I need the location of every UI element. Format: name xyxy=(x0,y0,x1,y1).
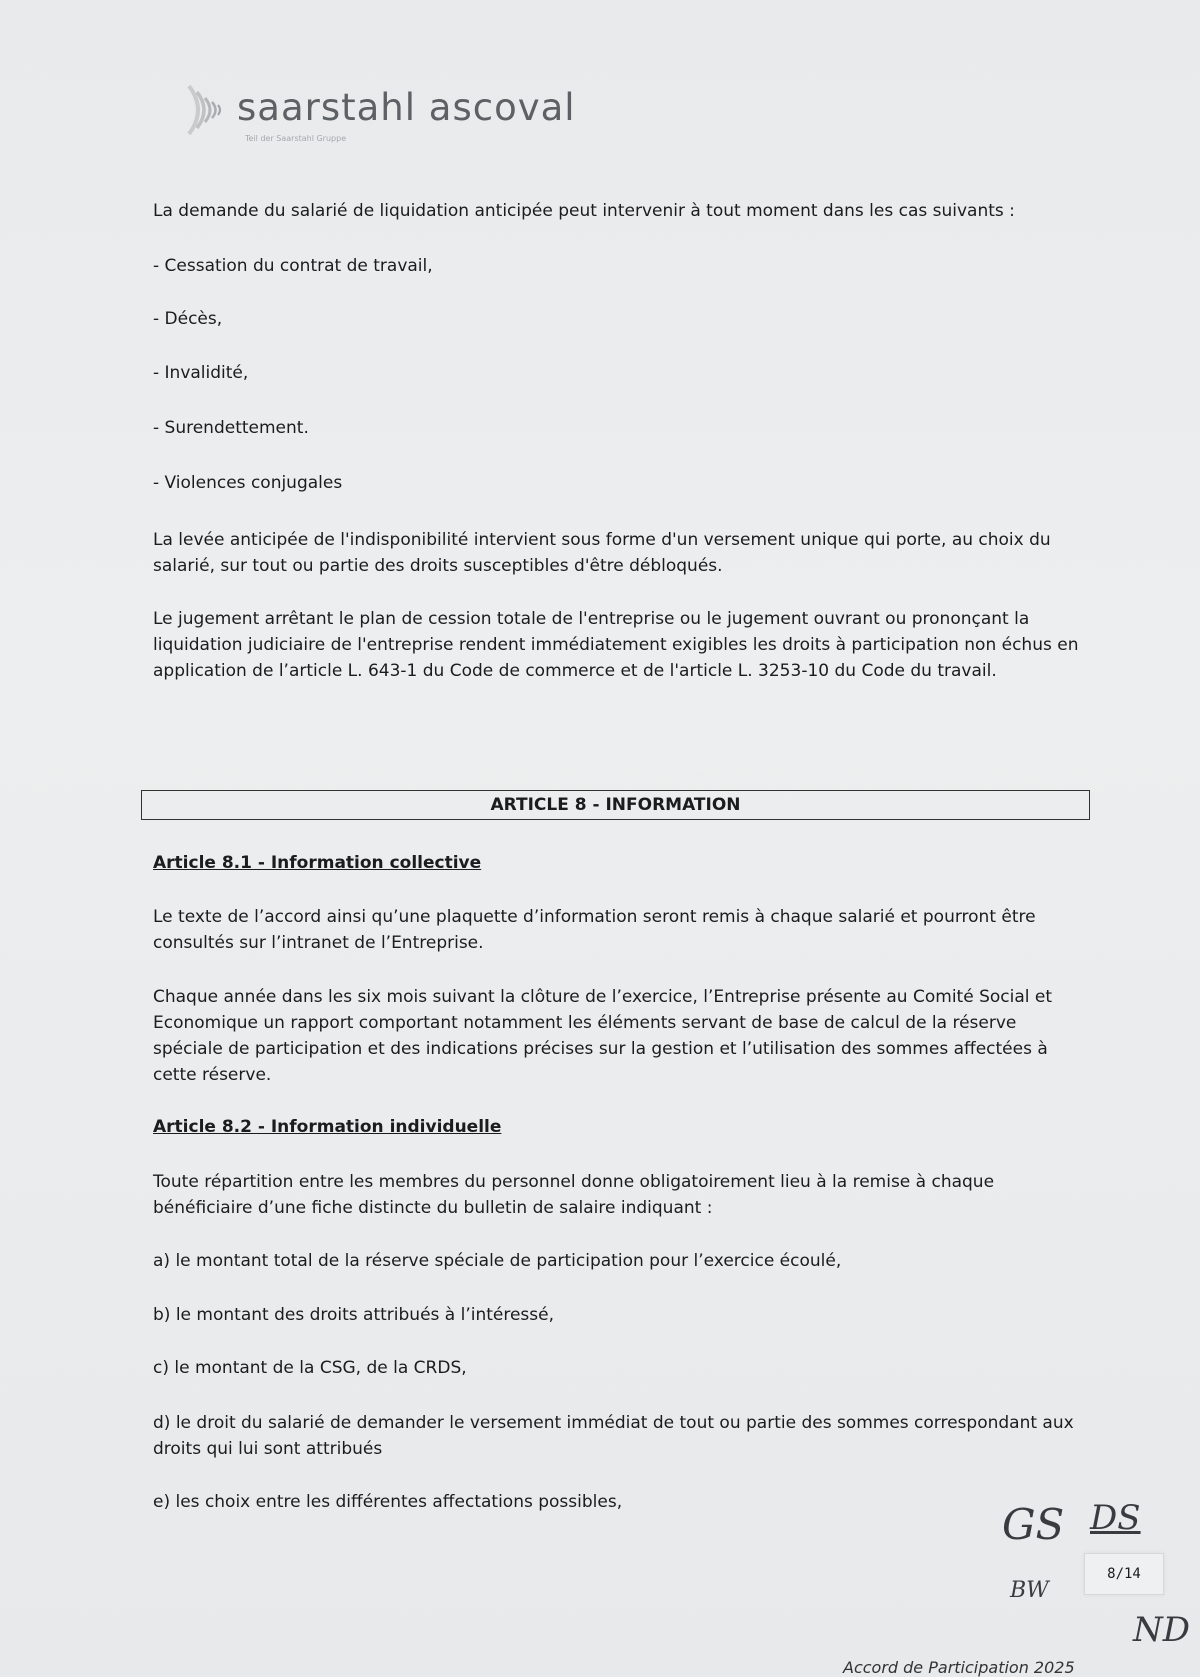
section-heading-8-1: Article 8.1 - Information collective xyxy=(153,853,482,873)
article-title: ARTICLE 8 - INFORMATION xyxy=(490,795,741,815)
case-item: - Surendettement. xyxy=(153,418,309,438)
paragraph-repartition: Toute répartition entre les membres du personnel donne obligatoirement lieu à la remise à chaque bénéficiaire d’une fiche distincte du bulletin de salaire indiquant : xyxy=(153,1172,995,1218)
list-item: d) le droit du salarié de demander le versement immédiat de tout ou partie des sommes correspondant aux droits qui lui sont attribués xyxy=(153,1413,1074,1459)
list-item: b) le montant des droits attribués à l’intéressé, xyxy=(153,1305,555,1325)
section-heading-8-2: Article 8.2 - Information individuelle xyxy=(153,1117,502,1137)
list-item: e) les choix entre les différentes affectations possibles, xyxy=(153,1492,623,1512)
paragraph-texte-accord: Le texte de l’accord ainsi qu’une plaquette d’information seront remis à chaque salarié et pourront être consultés sur l’intranet de l’Entreprise. xyxy=(153,907,1036,953)
logo-mark-icon xyxy=(185,82,231,138)
paragraph-jugement: Le jugement arrêtant le plan de cession totale de l'entreprise ou le jugement ouvrant ou prononçant la liquidation judiciaire de l'entreprise rendent immédiatement exigibles les droits à participation non échus en application de l’article L. 643-1 du Code de commerce et de l'article L. 3253-10 du Code du travail. xyxy=(153,609,1079,681)
case-item: - Invalidité, xyxy=(153,363,249,383)
case-item: - Cessation du contrat de travail, xyxy=(153,256,433,276)
list-item: c) le montant de la CSG, de la CRDS, xyxy=(153,1358,467,1378)
initials-signature: ND xyxy=(1133,1610,1191,1650)
logo-wordmark: saarstahl ascoval xyxy=(237,86,576,129)
footer-title: Accord de Participation 2025 xyxy=(843,1658,1075,1677)
paragraph-liquidation-intro: La demande du salarié de liquidation anticipée peut intervenir à tout moment dans les cas suivants : xyxy=(153,201,1015,221)
case-item: - Décès, xyxy=(153,309,223,329)
article-title-box xyxy=(141,790,1090,820)
paragraph-levee: La levée anticipée de l'indisponibilité intervient sous forme d'un versement unique qui porte, au choix du salarié, sur tout ou partie des droits susceptibles d'être débloqués. xyxy=(153,530,1051,576)
initials-signature: BW xyxy=(1010,1578,1049,1603)
initials-signature: GS xyxy=(1002,1500,1065,1549)
paragraph-chaque-annee: Chaque année dans les six mois suivant la clôture de l’exercice, l’Entreprise présente au Comité Social et Economique un rapport comportant notamment les éléments servant de base de calcul de la réserve spéciale de participation et des indications précises sur la gestion et l’utilisation des sommes affectées à cette réserve. xyxy=(153,987,1052,1085)
initials-signature: DS xyxy=(1090,1498,1141,1538)
case-item: - Violences conjugales xyxy=(153,473,343,493)
list-item: a) le montant total de la réserve spéciale de participation pour l’exercice écoulé, xyxy=(153,1251,842,1271)
logo-subtitle: Teil der Saarstahl Gruppe xyxy=(245,134,347,143)
page-number: 8/14 xyxy=(1084,1553,1164,1595)
